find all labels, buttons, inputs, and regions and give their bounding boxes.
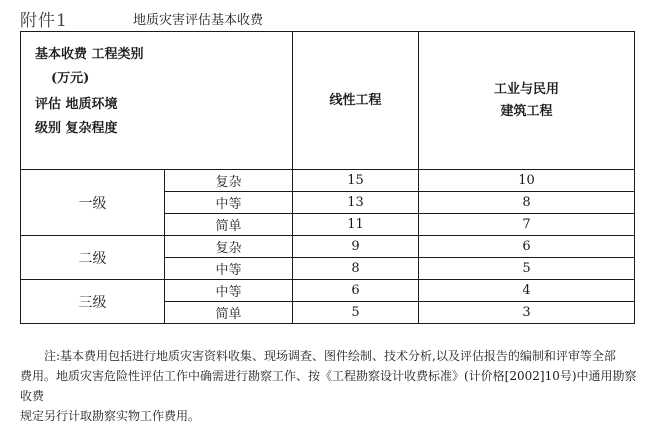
- level-cell: 三级: [21, 280, 165, 324]
- footnote: [20, 346, 640, 426]
- linear-value-cell: 6: [293, 280, 419, 302]
- complexity-cell: 复杂: [165, 170, 293, 192]
- building-value-cell: 8: [419, 192, 635, 214]
- complexity-cell: 简单: [165, 214, 293, 236]
- linear-value-cell: 11: [293, 214, 419, 236]
- corner-line-unit: (万元): [51, 71, 90, 86]
- level-cell: 二级: [21, 236, 165, 280]
- building-value-cell: 3: [419, 302, 635, 324]
- table-row: [21, 236, 635, 258]
- complexity-cell: 中等: [165, 280, 293, 302]
- footnote-line-2: 费用。地质灾害危险性评估工作中确需进行勘察工作、按《工程勘察设计收费标准》(计价格[2002]10号)中通用勘察收费: [20, 369, 637, 403]
- table-row: [21, 170, 635, 192]
- table-row: [21, 280, 635, 302]
- col-header-linear: 线性工程: [293, 32, 419, 170]
- complexity-cell: 中等: [165, 258, 293, 280]
- table-title: 地质灾害评估基本收费: [133, 13, 264, 28]
- linear-value-cell: 5: [293, 302, 419, 324]
- attachment-label: 附件1: [20, 11, 68, 31]
- building-value-cell: 7: [419, 214, 635, 236]
- complexity-cell: 复杂: [165, 236, 293, 258]
- level-cell: 一级: [21, 170, 165, 236]
- col-header-building: [419, 32, 635, 170]
- corner-line-geo-env: 评估 地质环境: [35, 97, 118, 112]
- complexity-cell: 中等: [165, 192, 293, 214]
- table-header-row: [21, 32, 635, 170]
- building-value-cell: 6: [419, 236, 635, 258]
- complexity-cell: 简单: [165, 302, 293, 324]
- building-value-cell: 5: [419, 258, 635, 280]
- building-value-cell: 4: [419, 280, 635, 302]
- corner-line-complexity: 级别 复杂程度: [35, 121, 118, 136]
- col-header-building-line2: 建筑工程: [500, 103, 553, 119]
- footnote-line-3: 规定另行计取勘察实物工作费用。: [20, 409, 201, 423]
- linear-value-cell: 9: [293, 236, 419, 258]
- footnote-line-1: 注:基本费用包括进行地质灾害资料收集、现场调查、图件绘制、技术分析,以及评估报告的编制和评审等全部: [44, 349, 616, 363]
- building-value-cell: 10: [419, 170, 635, 192]
- corner-header-cell: [21, 32, 293, 170]
- col-header-building-line1: 工业与民用: [493, 81, 559, 97]
- linear-value-cell: 13: [293, 192, 419, 214]
- linear-value-cell: 15: [293, 170, 419, 192]
- corner-line-fee-category: 基本收费 工程类别: [35, 47, 144, 62]
- fee-table: [20, 31, 635, 324]
- linear-value-cell: 8: [293, 258, 419, 280]
